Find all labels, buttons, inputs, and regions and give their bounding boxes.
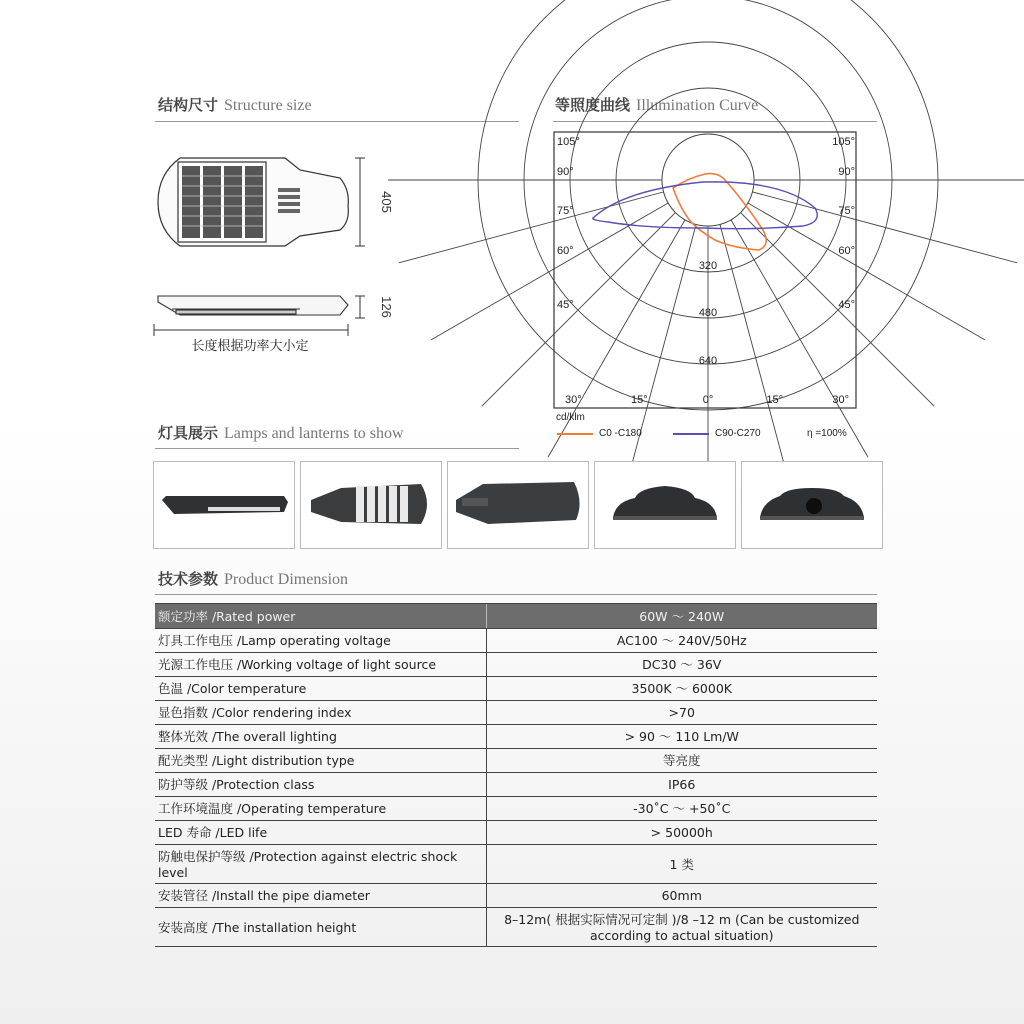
param-name: 灯具工作电压 /Lamp operating voltage bbox=[155, 628, 486, 652]
param-value: > 90 ～ 110 Lm/W bbox=[486, 724, 877, 748]
lamp-thumbnail-angle[interactable] bbox=[447, 461, 589, 549]
param-value: IP66 bbox=[486, 772, 877, 796]
angle-label: 30° bbox=[565, 394, 582, 406]
table-row bbox=[155, 700, 877, 724]
section-rule bbox=[155, 121, 519, 122]
angle-label: 90° bbox=[838, 166, 855, 178]
table-row bbox=[155, 820, 877, 844]
param-name: 配光类型 /Light distribution type bbox=[155, 748, 486, 772]
side-view-drawing bbox=[158, 296, 348, 315]
lamp-top-image bbox=[301, 462, 441, 548]
table-row bbox=[155, 907, 877, 946]
param-name: 防护等级 /Protection class bbox=[155, 772, 486, 796]
legend-swatch-c90 bbox=[673, 433, 709, 435]
lamp-side-image bbox=[154, 462, 294, 548]
angle-label: 60° bbox=[838, 245, 855, 257]
section-title-structure bbox=[158, 94, 312, 115]
param-name: 防触电保护等级 /Protection against electric shock level bbox=[155, 844, 486, 883]
param-name: LED 寿命 /LED life bbox=[155, 820, 486, 844]
dimension-height-top: 405 bbox=[379, 191, 394, 213]
legend-efficiency: η =100% bbox=[807, 428, 847, 439]
param-value: 60W ～ 240W bbox=[486, 604, 877, 628]
param-name: 显色指数 /Color rendering index bbox=[155, 700, 486, 724]
table-row bbox=[155, 604, 877, 628]
radial-value-label: 480 bbox=[698, 307, 718, 319]
curve-legend bbox=[555, 412, 855, 444]
angle-label: 90° bbox=[557, 166, 574, 178]
angle-label: 105° bbox=[557, 136, 580, 148]
param-value: > 50000h bbox=[486, 820, 877, 844]
angle-label: 15° bbox=[631, 394, 648, 406]
legend-item-c90 bbox=[673, 428, 761, 439]
section-title-en: Illumination Curve bbox=[636, 97, 759, 114]
section-rule bbox=[155, 448, 519, 449]
section-rule bbox=[155, 594, 877, 595]
legend-label: C0 -C180 bbox=[599, 428, 642, 439]
legend-swatch-c0 bbox=[557, 433, 593, 435]
param-value: 等亮度 bbox=[486, 748, 877, 772]
lamp-thumbnail-top[interactable] bbox=[300, 461, 442, 549]
param-name: 安装高度 /The installation height bbox=[155, 907, 486, 946]
param-name: 安装管径 /Install the pipe diameter bbox=[155, 883, 486, 907]
param-name: 色温 /Color temperature bbox=[155, 676, 486, 700]
angle-label: 45° bbox=[557, 299, 574, 311]
angle-label: 45° bbox=[838, 299, 855, 311]
structure-drawing bbox=[150, 150, 394, 360]
section-title-curve bbox=[555, 94, 758, 115]
param-value: 60mm bbox=[486, 883, 877, 907]
lamp-thumbnail-side[interactable] bbox=[153, 461, 295, 549]
lamp-front-image bbox=[595, 462, 735, 548]
param-value: DC30 ～ 36V bbox=[486, 652, 877, 676]
section-title-en: Lamps and lanterns to show bbox=[224, 425, 404, 442]
lamp-thumbnail-front[interactable] bbox=[594, 461, 736, 549]
table-row bbox=[155, 628, 877, 652]
param-name: 光源工作电压 /Working voltage of light source bbox=[155, 652, 486, 676]
section-title-en: Structure size bbox=[224, 97, 312, 114]
table-row bbox=[155, 772, 877, 796]
table-row bbox=[155, 676, 877, 700]
radial-value-label: 320 bbox=[698, 260, 718, 272]
legend-label: C90-C270 bbox=[715, 428, 761, 439]
lamp-gallery bbox=[153, 461, 884, 549]
table-row bbox=[155, 652, 877, 676]
section-title-lamps bbox=[158, 422, 404, 443]
param-value: 1 类 bbox=[486, 844, 877, 883]
section-title-en: Product Dimension bbox=[224, 571, 349, 588]
table-row bbox=[155, 883, 877, 907]
param-value: 8–12m( 根据实际情况可定制 )/8 –12 m (Can be customized according to actual situation) bbox=[486, 907, 877, 946]
product-params-table bbox=[155, 604, 877, 947]
table-row bbox=[155, 724, 877, 748]
section-rule bbox=[553, 121, 877, 122]
section-title-cn: 技术参数 bbox=[158, 570, 219, 588]
angle-label: 75° bbox=[838, 205, 855, 217]
param-value: AC100 ～ 240V/50Hz bbox=[486, 628, 877, 652]
param-value: 3500K ～ 6000K bbox=[486, 676, 877, 700]
length-note: 长度根据功率大小定 bbox=[191, 339, 309, 354]
angle-label: 30° bbox=[832, 394, 849, 406]
param-value: -30˚C ～ +50˚C bbox=[486, 796, 877, 820]
section-title-cn: 等照度曲线 bbox=[555, 96, 631, 114]
angle-label: 60° bbox=[557, 245, 574, 257]
angle-label: 15° bbox=[766, 394, 783, 406]
section-title-cn: 灯具展示 bbox=[158, 424, 219, 442]
param-name: 工作环境温度 /Operating temperature bbox=[155, 796, 486, 820]
angle-label: 105° bbox=[832, 136, 855, 148]
illumination-curve-chart bbox=[553, 130, 858, 410]
lamp-angle-image bbox=[448, 462, 588, 548]
angle-label: 75° bbox=[557, 205, 574, 217]
table-row bbox=[155, 796, 877, 820]
section-title-params bbox=[158, 568, 348, 589]
param-name: 整体光效 /The overall lighting bbox=[155, 724, 486, 748]
table-row bbox=[155, 748, 877, 772]
param-value: >70 bbox=[486, 700, 877, 724]
param-name: 额定功率 /Rated power bbox=[155, 604, 486, 628]
radial-value-label: 640 bbox=[698, 355, 718, 367]
legend-item-c0 bbox=[557, 428, 642, 439]
section-title-cn: 结构尺寸 bbox=[158, 96, 219, 114]
curve-unit: cd/klm bbox=[556, 412, 585, 423]
table-row bbox=[155, 844, 877, 883]
dimension-height-side: 126 bbox=[379, 296, 394, 318]
lamp-back-image bbox=[742, 462, 882, 548]
lamp-thumbnail-back[interactable] bbox=[741, 461, 883, 549]
angle-label: 0° bbox=[702, 394, 714, 406]
